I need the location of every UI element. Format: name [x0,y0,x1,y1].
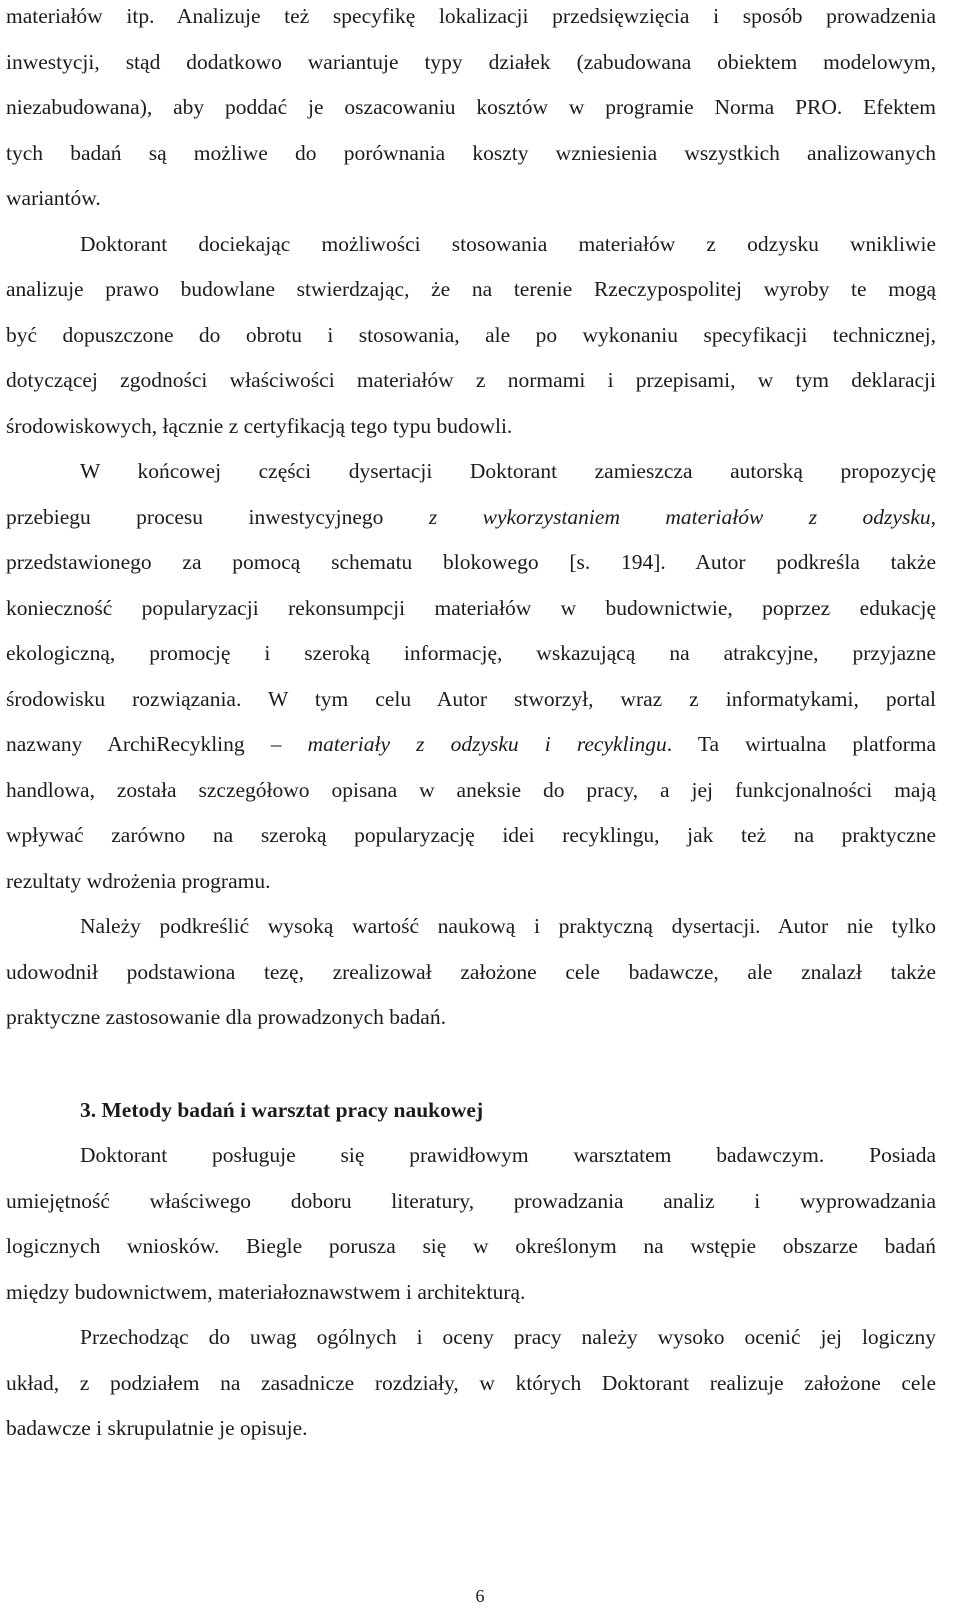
section-heading: 3. Metody badań i warsztat pracy naukowej [80,1098,484,1122]
text-line: Doktorant dociekając możliwości stosowania materiałów z odzysku wnikliwie [80,232,936,256]
page-number: 6 [475,1586,485,1606]
text-line: konieczność popularyzacji rekonsumpcji materiałów w budownictwie, poprzez edukację [6,596,936,620]
text-line: Należy podkreślić wysoką wartość naukową i praktyczną dysertacji. Autor nie tylko [80,914,936,938]
text-line-with-italic [6,503,936,531]
text-line: umiejętność właściwego doboru literatury, prowadzania analiz i wyprowadzania [6,1189,936,1213]
text-line: rezultaty wdrożenia programu. [6,869,271,893]
text-span: nazwany ArchiRecykling – [6,732,308,756]
text-line: wpływać zarówno na szeroką popularyzację idei recyklingu, jak też na praktyczne [6,823,936,847]
text-line: badawcze i skrupulatnie je opisuje. [6,1416,308,1440]
text-line: Przechodząc do uwag ogólnych i oceny pracy należy wysoko ocenić jej logiczny [80,1325,936,1349]
text-line: tych badań są możliwe do porównania koszty wzniesienia wszystkich analizowanych [6,141,936,165]
text-line: przedstawionego za pomocą schematu blokowego [s. 194]. Autor podkreśla także [6,550,936,574]
text-line: W końcowej części dysertacji Doktorant zamieszcza autorską propozycję [80,459,936,483]
text-line: udowodnił podstawiona tezę, zrealizował założone cele badawcze, ale znalazł także [6,960,936,984]
italic-phrase: materiały z odzysku i recyklingu [307,732,667,756]
text-line: środowisku rozwiązania. W tym celu Autor stworzył, wraz z informatykami, portal [6,687,936,711]
text-line: być dopuszczone do obrotu i stosowania, ale po wykonaniu specyfikacji technicznej, [6,323,936,347]
text-span: , [930,505,936,529]
text-line: ekologiczną, promocję i szeroką informację, wskazującą na atrakcyjne, przyjazne [6,641,936,665]
text-span: . Ta wirtualna platforma [666,732,936,756]
text-line: logicznych wniosków. Biegle porusza się w określonym na wstępie obszarze badań [6,1234,936,1258]
text-line: układ, z podziałem na zasadnicze rozdziały, w których Doktorant realizuje założone cele [6,1371,936,1395]
text-line: praktyczne zastosowanie dla prowadzonych badań. [6,1005,446,1029]
text-line: środowiskowych, łącznie z certyfikacją tego typu budowli. [6,414,513,438]
text-line-with-italic [6,730,936,758]
text-line: wariantów. [6,186,101,210]
text-line: materiałów itp. Analizuje też specyfikę lokalizacji przedsięwzięcia i sposób prowadzenia [6,4,936,28]
text-line: niezabudowana), aby poddać je oszacowaniu kosztów w programie Norma PRO. Efektem [6,95,936,119]
text-line: dotyczącej zgodności właściwości materiałów z normami i przepisami, w tym deklaracji [6,368,936,392]
text-line: Doktorant posługuje się prawidłowym warsztatem badawczym. Posiada [80,1143,936,1167]
text-span: przebiegu procesu inwestycyjnego [6,505,429,529]
text-line: inwestycji, stąd dodatkowo wariantuje typy działek (zabudowana obiektem modelowym, [6,50,936,74]
italic-phrase: z wykorzystaniem materiałów z odzysku [428,505,931,529]
text-line: między budownictwem, materiałoznawstwem i architekturą. [6,1280,526,1304]
text-line: analizuje prawo budowlane stwierdzając, że na terenie Rzeczypospolitej wyroby te mogą [6,277,936,301]
text-line: handlowa, została szczegółowo opisana w aneksie do pracy, a jej funkcjonalności mają [6,778,936,802]
